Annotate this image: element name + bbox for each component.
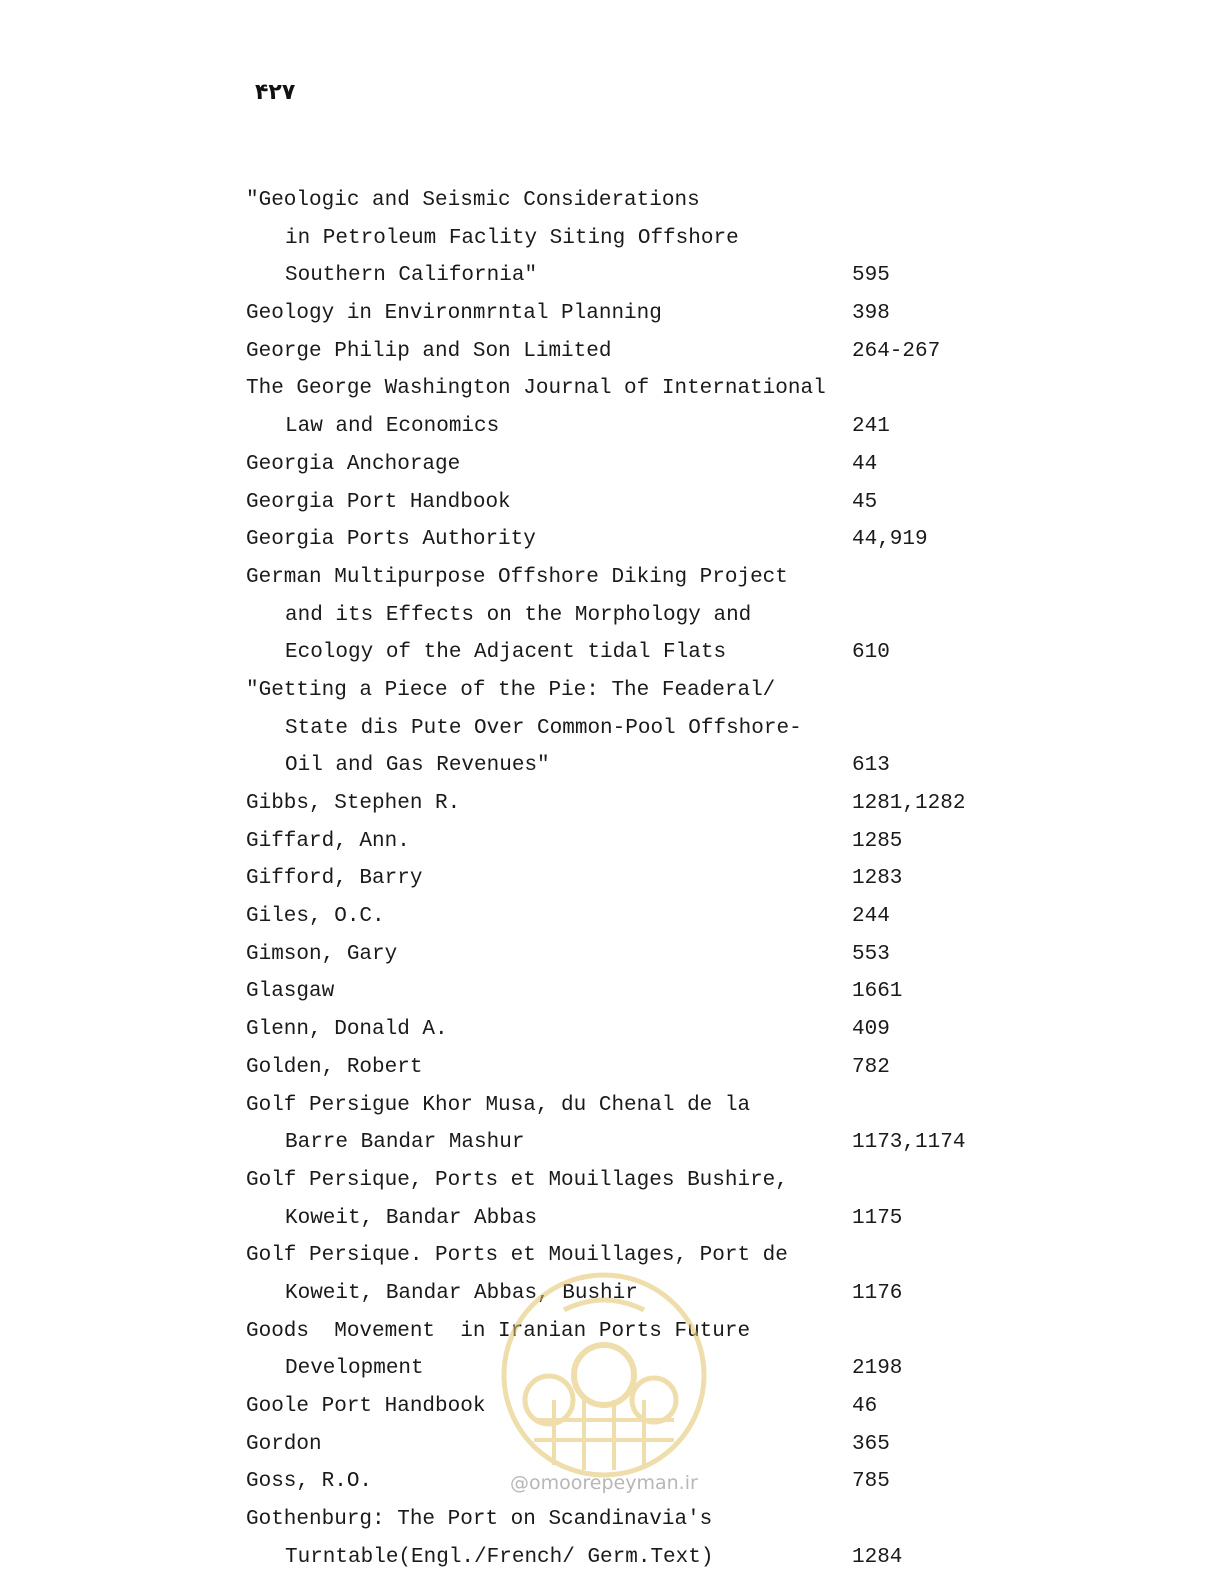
index-entry: [246, 860, 1006, 898]
entry-title: Giles, O.C.: [246, 905, 385, 929]
index-entry: [246, 559, 1006, 597]
entry-page-numbers: 1285: [852, 829, 903, 853]
index-entry: [246, 898, 1006, 936]
entry-title: Southern California": [285, 264, 538, 288]
index-entry-continuation: [246, 597, 1006, 635]
page-number: ۴۲۷: [255, 80, 296, 105]
entry-page-numbers: 409: [852, 1018, 890, 1042]
entry-title: George Philip and Son Limited: [246, 339, 612, 363]
entry-page-numbers: 1283: [852, 867, 903, 891]
entry-title: Goods Movement in Iranian Ports Future: [246, 1319, 751, 1343]
index-entry: [246, 182, 1006, 220]
entry-page-numbers: 785: [852, 1470, 890, 1494]
entry-title: Gibbs, Stephen R.: [246, 792, 461, 815]
entry-title: "Geologic and Seismic Considerations: [246, 189, 700, 212]
entry-title: Gimson, Gary: [246, 942, 398, 966]
index-entry: [246, 521, 1006, 559]
entry-page-numbers: 46: [852, 1395, 878, 1418]
index-entry: [246, 1087, 1006, 1125]
entry-title: Turntable(Engl./French/ Germ.Text): [285, 1545, 714, 1569]
entry-page-numbers: 782: [852, 1055, 890, 1079]
entry-title: Goss, R.O.: [246, 1470, 373, 1494]
entry-title: Geology in Environmrntal Planning: [246, 302, 662, 326]
index-entry: [246, 973, 1006, 1011]
index-entry: [246, 446, 1006, 484]
entry-page-numbers: 1661: [852, 980, 903, 1004]
entry-title: German Multipurpose Offshore Diking Project: [246, 565, 788, 589]
index-entry-continuation: [246, 220, 1006, 258]
index-entry: [246, 333, 1006, 371]
entry-title: Oil and Gas Revenues": [285, 754, 550, 778]
entry-title: Goole Port Handbook: [246, 1395, 486, 1418]
entry-page-numbers: 44,919: [852, 528, 928, 552]
entry-title: Gifford, Barry: [246, 867, 423, 891]
entry-title: Georgia Anchorage: [246, 452, 461, 476]
index-entry: [246, 295, 1006, 333]
entry-title: Golden, Robert: [246, 1055, 423, 1079]
watermark-site: omoorepeyman.ir: [529, 1472, 698, 1494]
index-entry: [246, 823, 1006, 861]
index-entry-continuation: [246, 1200, 1006, 1238]
entry-title: Georgia Port Handbook: [246, 490, 511, 514]
index-entry-continuation: [246, 257, 1006, 295]
entry-page-numbers: 244: [852, 905, 890, 929]
entry-page-numbers: 398: [852, 302, 890, 326]
entry-title: "Getting a Piece of the Pie: The Feaderal/: [246, 678, 776, 702]
entry-page-numbers: 2198: [852, 1357, 903, 1381]
entry-page-numbers: 613: [852, 754, 890, 778]
entry-page-numbers: 1281,1282: [852, 792, 966, 815]
entry-title: Golf Persique. Ports et Mouillages, Port de: [246, 1244, 788, 1268]
entry-page-numbers: 264-267: [852, 339, 941, 363]
at-icon: @: [510, 1472, 529, 1494]
index-entry: [246, 1501, 1006, 1539]
watermark-site-text: [510, 1472, 698, 1494]
index-entry-continuation: [246, 634, 1006, 672]
index-entry: [246, 1011, 1006, 1049]
entry-title: Golf Persigue Khor Musa, du Chenal de la: [246, 1093, 751, 1117]
entry-title: State dis Pute Over Common-Pool Offshore-: [285, 716, 802, 740]
entry-page-numbers: 610: [852, 641, 890, 665]
entry-page-numbers: 241: [852, 415, 890, 439]
entry-title: in Petroleum Faclity Siting Offshore: [285, 226, 739, 250]
index-entry-continuation: [246, 1539, 1006, 1577]
entry-title: Barre Bandar Mashur: [285, 1131, 525, 1155]
index-entry: [246, 1049, 1006, 1087]
entry-title: Ecology of the Adjacent tidal Flats: [285, 641, 727, 665]
index-entry: [246, 1162, 1006, 1200]
entry-title: Development: [285, 1357, 424, 1381]
entry-title: Gothenburg: The Port on Scandinavia's: [246, 1508, 713, 1532]
entry-page-numbers: 365: [852, 1432, 890, 1456]
entry-title: Law and Economics: [285, 415, 500, 439]
index-entry: [246, 370, 1006, 408]
entry-page-numbers: 1173,1174: [852, 1131, 966, 1155]
entry-title: Koweit, Bandar Abbas: [285, 1206, 538, 1230]
entry-page-numbers: 45: [852, 490, 878, 514]
watermark-seal-icon: [494, 1270, 714, 1480]
entry-title: Glasgaw: [246, 980, 335, 1004]
entry-page-numbers: 595: [852, 264, 890, 288]
index-entry-continuation: [246, 1124, 1006, 1162]
entry-title: The George Washington Journal of International: [246, 377, 826, 401]
index-entry: [246, 672, 1006, 710]
index-entry: [246, 484, 1006, 522]
entry-title: and its Effects on the Morphology and: [285, 603, 752, 627]
index-entry: [246, 936, 1006, 974]
index-entry-continuation: [246, 710, 1006, 748]
entry-page-numbers: 1175: [852, 1206, 903, 1230]
index-entry-continuation: [246, 408, 1006, 446]
entry-title: Koweit, Bandar Abbas, Bushir: [285, 1281, 638, 1305]
index-entry-continuation: [246, 747, 1006, 785]
entry-title: Georgia Ports Authority: [246, 528, 536, 552]
index-entry: [246, 785, 1006, 823]
entry-page-numbers: 1284: [852, 1545, 903, 1569]
entry-title: Gordon: [246, 1432, 322, 1456]
entry-title: Glenn, Donald A.: [246, 1018, 448, 1042]
entry-page-numbers: 553: [852, 942, 890, 966]
entry-title: Golf Persique, Ports et Mouillages Bushire,: [246, 1168, 788, 1192]
entry-page-numbers: 44: [852, 452, 878, 476]
entry-page-numbers: 1176: [852, 1281, 903, 1305]
entry-title: Giffard, Ann.: [246, 829, 410, 853]
